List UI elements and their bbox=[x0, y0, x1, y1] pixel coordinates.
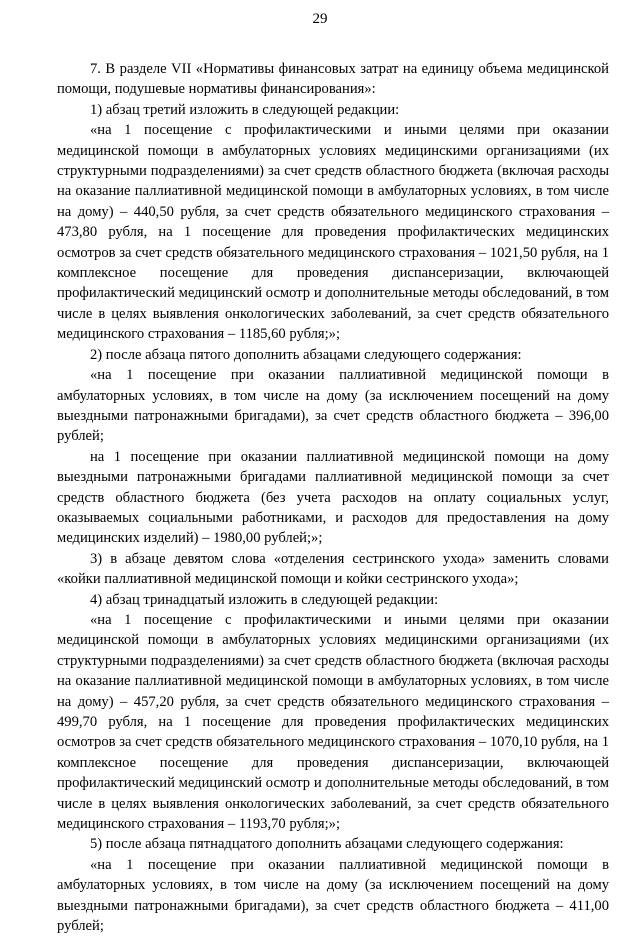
paragraph-item-3: 3) в абзаце девятом слова «отделения сестринского ухода» заменить словами «койки паллиативной медицинской помощи и койки сестринского ухода»; bbox=[57, 550, 609, 588]
paragraph-item-5-text: «на 1 посещение при оказании паллиативной медицинской помощи в амбулаторных условиях, в том числе на дому (за исключением посещений на дому выездными патронажными бригадами), за счет средств областного бюджета – 411,00 рублей; bbox=[57, 856, 609, 935]
paragraph-item-1-text: «на 1 посещение с профилактическими и иными целями при оказании медицинской помощи в амбулаторных условиях медицинскими организациями (их структурными подразделениями) за счет средств областного бюджета (включая расходы на оказание паллиативной медицинской помощи в амбулаторных условиях, в том числе на дому) – 440,50 рубля, за счет средств обязательного медицинского страхования – 473,80 рубля, на 1 посещение для проведения профилактических медицинских осмотров за счет средств обязательного медицинского страхования – 1021,50 рубля, на 1 комплексное посещение для проведения диспансеризации, включающей профилактический медицинский осмотр и дополнительные методы обследований, в том числе в целях выявления онкологических заболеваний, за счет средств обязательного медицинского страхования – 1185,60 рубля;»; bbox=[57, 122, 609, 343]
paragraph-item-2-text-b: на 1 посещение при оказании паллиативной медицинской помощи на дому выездными патронажными бригадами паллиативной медицинской помощи за счет средств областного бюджета (без учета расходов на оплату социальных услуг, оказываемых социальными работниками, и расходов для предоставления на дому медицинских изделий) – 1980,00 рублей;»; bbox=[57, 448, 609, 547]
paragraph-item-2-text-a: «на 1 посещение при оказании паллиативной медицинской помощи в амбулаторных условиях, в том числе на дому (за исключением посещений на дому выездными патронажными бригадами), за счет средств областного бюджета – 396,00 рублей; bbox=[57, 367, 609, 445]
document-body bbox=[57, 59, 609, 936]
paragraph-item-4: 4) абзац тринадцатый изложить в следующей редакции: bbox=[90, 591, 439, 608]
paragraph-item-4-text: «на 1 посещение с профилактическими и иными целями при оказании медицинской помощи в амбулаторных условиях медицинскими организациями (их структурными подразделениями) за счет средств областного бюджета (включая расходы на оказание паллиативной медицинской помощи в амбулаторных условиях, в том числе на дому) – 457,20 рубля, за счет средств обязательного медицинского страхования – 499,70 рубля, на 1 посещение для проведения профилактических медицинских осмотров за счет средств обязательного медицинского страхования – 1070,10 рубля, на 1 комплексное посещение для проведения диспансеризации, включающей профилактический медицинский осмотр и дополнительные методы обследований, в том числе в целях выявления онкологических заболеваний, за счет средств обязательного медицинского страхования – 1193,70 рубля;»; bbox=[57, 611, 609, 833]
paragraph-section-7-heading: 7. В разделе VII «Нормативы финансовых затрат на единицу объема медицинской помощи, подушевые нормативы финансирования»: bbox=[57, 61, 609, 98]
paragraph-item-5: 5) после абзаца пятнадцатого дополнить абзацами следующего содержания: bbox=[90, 836, 564, 853]
page-number: 29 bbox=[312, 11, 328, 27]
paragraph-item-2: 2) после абзаца пятого дополнить абзацами следующего содержания: bbox=[90, 346, 522, 363]
paragraph-item-1: 1) абзац третий изложить в следующей редакции: bbox=[90, 101, 400, 118]
